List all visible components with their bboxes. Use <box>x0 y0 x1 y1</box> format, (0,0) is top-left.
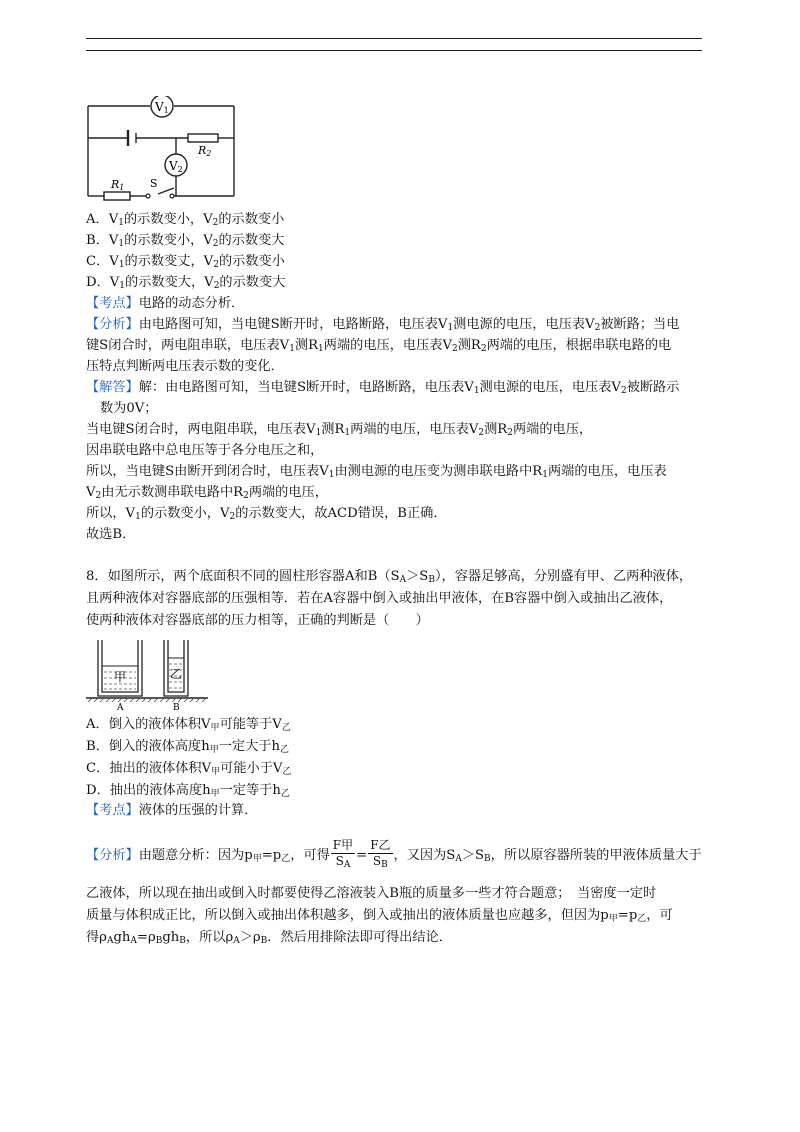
fraction-f-yi: $\frac{\text{F乙}}{S_B}$ <box>370 838 391 870</box>
q8-fenxi-line-1: 【分析】由题意分析：因为$p_甲=p_乙$，可得 $\frac{\text{F甲}}{S_A}$ = $\frac{\text{F乙}}{S_B}$ ，又因为$S_A>S_B$，所以原容器所装的甲液体质量大于 <box>86 838 702 877</box>
q8-fenxi-line-3: 质量与体积成正比，所以倒入或抽出体积越多，倒入或抽出的液体质量也应越多，但因为$p_甲=p_乙$，可 <box>86 908 673 924</box>
q7-jieda-line-1: 【解答】解：由电路图可知，当电键S断开时，电路断路，电压表$V_1$测电源的电压，电压表$V_2$被断路示 <box>86 380 680 396</box>
svg-text:V1: V1 <box>155 100 169 115</box>
q7-jieda-line-3: 当电键S闭合时，两电阻串联，电压表$V_1$测$R_1$两端的电压，电压表$V_2$测$R_2$两端的电压， <box>86 422 593 438</box>
q7-fenxi-line-1: 【分析】由电路图可知，当电键S断开时，电路断路，电压表$V_1$测电源的电压，电压表$V_2$被断路；当电 <box>86 317 680 333</box>
q8-stem-line-1: 8．如图所示，两个底面积不同的圆柱形容器A和$B(S_A>S_B)$，容器足够高，分别盛有甲、乙两种液体， <box>86 569 693 585</box>
svg-text:V2: V2 <box>169 159 183 174</box>
q8-stem-line-3: 使两种液体对容器底部的压力相等，正确的判断是（ ） <box>86 613 429 628</box>
q8-option-d: D．抽出的液体高度$h_甲$一定等于$h_乙$ <box>86 783 290 799</box>
q8-kaodian: 【考点】液体的压强的计算． <box>86 803 258 818</box>
liquid-a-label: 甲 <box>114 670 127 684</box>
q7-jieda-line-7: 所以，$V_1$的示数变小，$V_2$的示数变大，故ACD错误，B正确． <box>86 506 447 522</box>
q8-fenxi-line-4: 得$\rho_Agh_A=\rho_Bgh_B$，所以$\rho_A>\rho_B$．然后用排除法即可得出结论． <box>86 930 452 946</box>
q7-jieda-line-2: 数为0V； <box>100 401 158 416</box>
circuit-diagram <box>84 96 240 204</box>
container-b-label: B <box>173 703 180 712</box>
header-rule-bottom <box>86 50 702 51</box>
container-a-label: A <box>117 703 124 712</box>
r2-label: R2 <box>198 144 212 158</box>
q7-fenxi-line-2: 键S闭合时，两电阻串联，电压表$V_1$测$R_1$两端的电压，电压表$V_2$测$R_2$两端的电压，根据串联电路的电 <box>86 338 672 354</box>
q7-jieda-line-5: 所以，当电键S由断开到闭合时，电压表$V_1$由测电源的电压变为测串联电路中$R_1$两端的电压，电压表 <box>86 464 667 480</box>
q8-option-b: B．倒入的液体高度$h_甲$一定大于$h_乙$ <box>86 739 289 755</box>
q7-option-d: D．$V_1$的示数变大，$V_2$的示数变大 <box>86 275 286 291</box>
liquid-b-label: 乙 <box>170 667 183 681</box>
q7-option-a: A．$V_1$的示数变小，$V_2$的示数变小 <box>86 212 285 228</box>
q8-option-c: C．抽出的液体体积$V_甲$可能小于$V_乙$ <box>86 761 292 777</box>
fraction-f-jia: $\frac{\text{F甲}}{S_A}$ <box>332 838 354 870</box>
switch-label: S <box>150 177 158 190</box>
q7-jieda-line-8: 故选B． <box>86 527 136 542</box>
q7-fenxi-line-3: 压特点判断两电压表示数的变化． <box>86 359 284 374</box>
q8-stem-line-2: 且两种液体对容器底部的压强相等．若在A容器中倒入或抽出甲液体，在B容器中倒入或抽出乙液体， <box>86 591 673 606</box>
q8-option-a: A．倒入的液体体积$V_甲$可能等于$V_乙$ <box>86 717 291 733</box>
q7-option-b: B．$V_1$的示数变小，$V_2$的示数变大 <box>86 233 285 249</box>
q7-jieda-line-4: 因串联电路中总电压等于各分电压之和， <box>86 443 324 458</box>
q8-fenxi-line-2: 乙液体，所以现在抽出或倒入时都要使得乙溶液装入B瓶的质量多一些才符合题意； 当密度一定时 <box>86 886 657 901</box>
header-rule-top <box>86 38 702 39</box>
q7-option-c: C．$V_1$的示数变丈，$V_2$的示数变小 <box>86 254 285 270</box>
r1-label: R1 <box>111 178 125 192</box>
q7-jieda-line-6: $V_2$由无示数测串联电路中$R_2$两端的电压， <box>86 485 328 501</box>
containers-figure <box>84 636 214 712</box>
q7-kaodian: 【考点】电路的动态分析． <box>86 296 245 311</box>
